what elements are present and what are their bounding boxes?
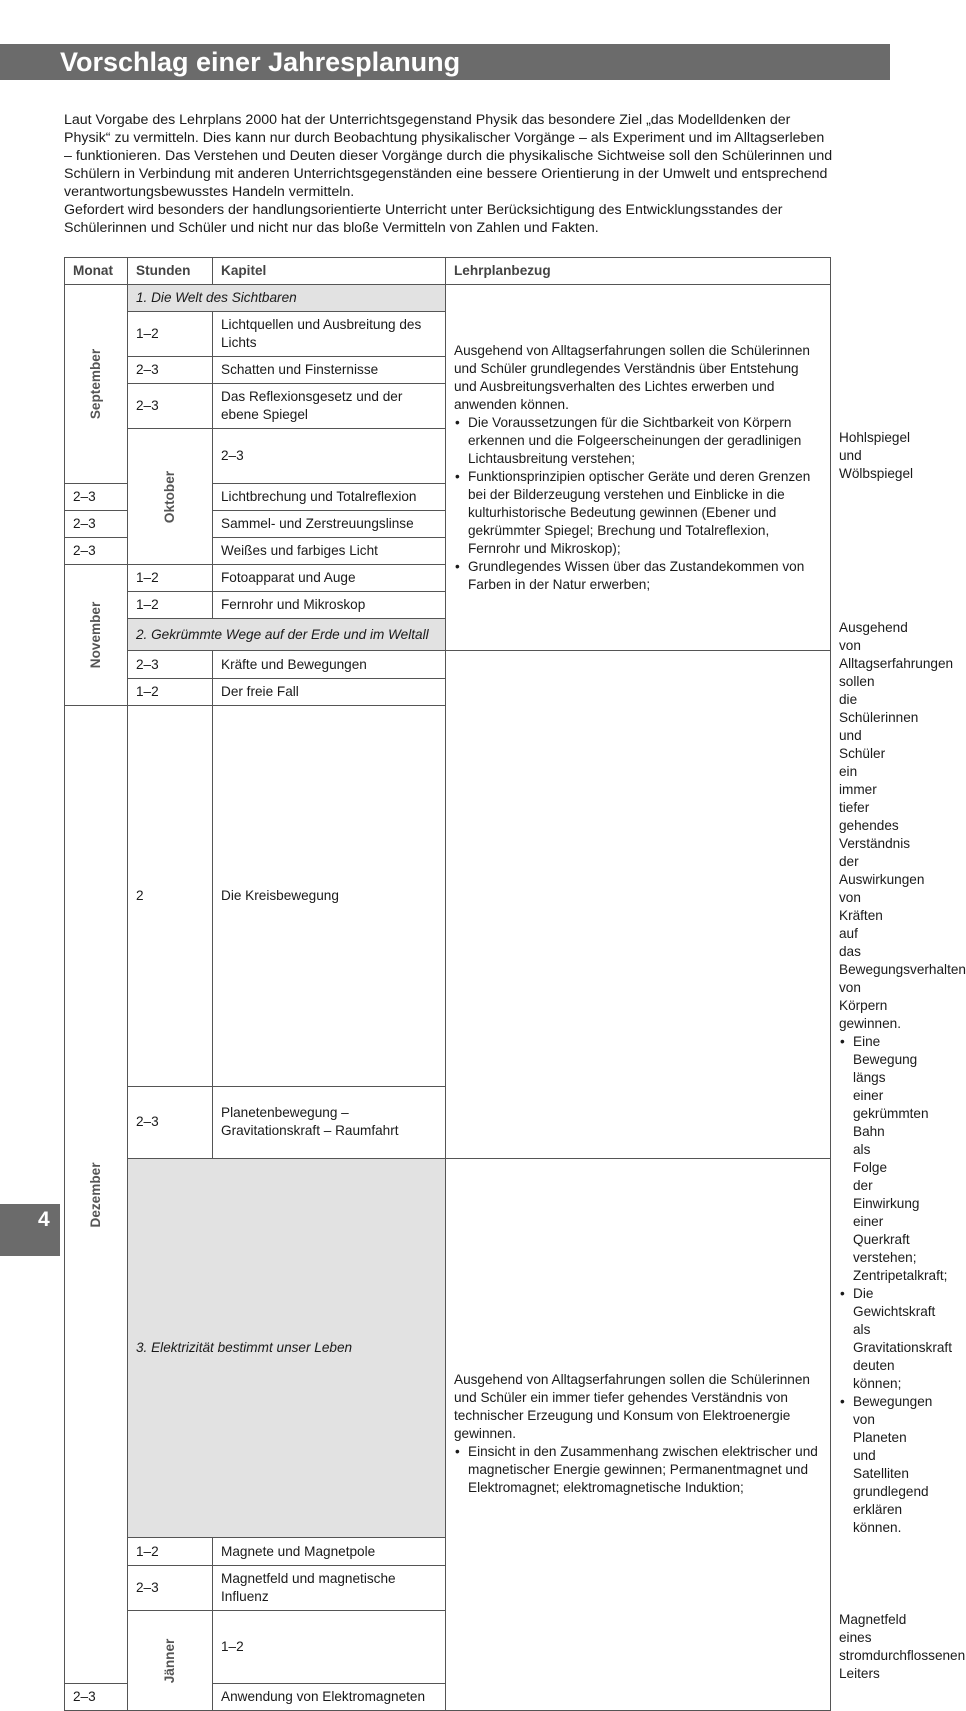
stunden-cell: 2–3 — [128, 651, 213, 679]
table-row — [65, 651, 831, 679]
stunden-cell: 1–2 — [128, 312, 213, 357]
table-row: Oktober 2–3 Hohlspiegel und Wölbspiegel — [65, 429, 831, 484]
title-bar — [0, 44, 890, 80]
lehrplan-cell — [446, 1158, 831, 1711]
section-title: 1. Die Welt des Sichtbaren — [128, 285, 446, 312]
stunden-cell: 2–3 — [65, 484, 128, 511]
stunden-cell: 1–2 — [128, 1538, 213, 1566]
kapitel-cell: Die Kreisbewegung — [213, 706, 446, 1087]
kapitel-cell: Lichtquellen und Ausbreitung des Lichts — [213, 312, 446, 357]
lehrplan-list — [454, 1443, 822, 1497]
header-stunden: Stunden — [128, 258, 213, 285]
kapitel-cell: Fernrohr und Mikroskop — [213, 592, 446, 619]
header-lehrplan: Lehrplanbezug — [446, 258, 831, 285]
stunden-cell: 2 — [128, 706, 213, 1087]
section-title: 3. Elektrizität bestimmt unser Leben — [128, 1158, 446, 1538]
kapitel-cell: Lichtbrechung und Totalreflexion — [213, 484, 446, 511]
stunden-cell: 2–3 — [128, 357, 213, 384]
table-row — [65, 679, 831, 706]
lehrplan-bullet: • Eine Bewegung längs einer gekrümmten Bahn als Folge der Einwirkung einer Querkraft verstehen; Zentripetalkraft; — [839, 1033, 853, 1285]
kapitel-cell: Sammel- und Zerstreuungslinse — [213, 511, 446, 538]
month-cell — [65, 285, 128, 484]
intro-paragraph-1: Laut Vorgabe des Lehrplans 2000 hat der Unterrichtsgegenstand Physik das besondere Ziel „das Modelldenken der Physik“ zu vermitteln. Dies kann nur durch Beobachtung physikalischer Vorgänge – als Experiment und im Alltagserleben – funktionieren. Das Verstehen und Deuten dieser Vorgänge durch die physikalische Sichtweise soll den Schülerinnen und Schülern in Verbindung mit anderen Unterrichtsgegenständen eine bessere Orientierung in der Umwelt und entsprechend verantwortungsbewusstes Handeln vermitteln. — [64, 112, 833, 200]
page-title: Vorschlag einer Jahresplanung — [60, 47, 461, 77]
month-label: Jänner — [162, 1638, 177, 1683]
kapitel-cell: Magnete und Magnetpole — [213, 1538, 446, 1566]
stunden-cell: 1–2 — [128, 565, 213, 592]
kapitel-cell: Der freie Fall — [213, 679, 446, 706]
page-number: 4 — [38, 1208, 50, 1231]
year-plan-table — [64, 257, 966, 1711]
month-label: Oktober — [162, 470, 177, 523]
kapitel-cell: Das Reflexionsgesetz und der ebene Spiegel — [213, 384, 446, 429]
month-cell — [128, 429, 213, 565]
lehrplan-bullet: • Die Voraussetzungen für die Sichtbarkeit von Körpern erkennen und die Folgeerscheinungen der geradlinigen Lichtausbreitung verstehen; — [454, 414, 822, 468]
table-row: Jänner 1–2 Magnetfeld eines stromdurchflossenen Leiters — [65, 1611, 831, 1684]
lehrplan-bullet: • Grundlegendes Wissen über das Zustandekommen von Farben in der Natur erwerben; — [454, 558, 822, 594]
kapitel-cell: Fotoapparat und Auge — [213, 565, 446, 592]
stunden-cell: 1–2 — [213, 1611, 446, 1684]
lehrplan-bullet: • Funktionsprinzipien optischer Geräte und deren Grenzen bei der Bilderzeugung verstehen und Einblicke in die kulturhistorische Bedeutung gewinnen (Ebener und gekrümmter Spiegel; Brechung und Totalreflexion, Fernrohr und Mikroskop); — [454, 468, 822, 558]
header-kapitel: Kapitel — [213, 258, 446, 285]
lehrplan-bullet: • Einsicht in den Zusammenhang zwischen elektrischer und magnetischer Energie gewinnen; Permanentmagnet und Elektromagnet; elektromagnetische Induktion; — [454, 1443, 822, 1497]
intro-paragraph-2: Gefordert wird besonders der handlungsorientierte Unterricht unter Berücksichtigung des Entwicklungsstandes der Schülerinnen und Schüler und nicht nur das bloße Vermitteln von Zahlen und Fakten. — [64, 202, 783, 236]
stunden-cell: 1–2 — [128, 679, 213, 706]
table-header-row — [65, 258, 831, 285]
stunden-cell: 2–3 — [65, 538, 128, 565]
lehrplan-bullet: • Bewegungen von Planeten und Satelliten grundlegend erklären können. — [839, 1393, 853, 1537]
stunden-cell: 2–3 — [65, 511, 128, 538]
lehrplan-intro: Ausgehend von Alltagserfahrungen sollen die Schülerinnen und Schüler grundlegendes Verständnis über Entstehung und Ausbreitungsverhalten des Lichtes erwerben und anwenden können. — [454, 342, 810, 412]
section-row — [65, 1158, 831, 1538]
lehrplan-cell — [446, 285, 831, 651]
lehrplan-list — [454, 414, 822, 594]
month-label: September — [88, 348, 103, 420]
table-row — [65, 706, 831, 1087]
stunden-cell: 2–3 — [128, 1566, 213, 1611]
stunden-cell: 2–3 — [213, 429, 446, 484]
page-number-box — [0, 1204, 60, 1256]
section-row — [65, 285, 831, 312]
kapitel-cell: Magnetfeld und magnetische Influenz — [213, 1566, 446, 1611]
section-row: 2. Gekrümmte Wege auf der Erde und im Weltall Ausgehend von Alltagserfahrungen sollen die Schülerinnen und Schüler ein immer tiefer gehendes Verständnis der Auswirkungen von Kräften auf das Bewegungsverhalten von Körpern gewinnen. • Eine Bewegung längs einer gekrümmten Bahn als Folge der Einwirkung einer Querkraft verstehen; Zentripetalkraft; • Die Gewichtskraft als Gravitationskraft deuten können; • Bewegungen von Planeten und Satelliten grundlegend erklären können. — [65, 619, 831, 651]
lehrplan-bullet: • Die Gewichtskraft als Gravitationskraft deuten können; — [839, 1285, 853, 1393]
stunden-cell: 2–3 — [128, 1086, 213, 1158]
month-label: Dezember — [88, 1162, 103, 1227]
kapitel-cell: Kräfte und Bewegungen — [213, 651, 446, 679]
stunden-cell: 2–3 — [128, 384, 213, 429]
stunden-cell: 1–2 — [128, 592, 213, 619]
month-label: November — [88, 601, 103, 669]
kapitel-cell: Planetenbewegung – Gravitationskraft – Raumfahrt — [213, 1086, 446, 1158]
month-cell — [65, 565, 128, 706]
table-row — [65, 1086, 831, 1158]
intro-text — [64, 111, 834, 237]
kapitel-cell: Schatten und Finsternisse — [213, 357, 446, 384]
month-cell — [65, 706, 128, 1684]
stunden-cell: 2–3 — [65, 1684, 128, 1711]
header-monat: Monat — [65, 258, 128, 285]
kapitel-cell: Anwendung von Elektromagneten — [213, 1684, 446, 1711]
kapitel-cell: Weißes und farbiges Licht — [213, 538, 446, 565]
section-title: 2. Gekrümmte Wege auf der Erde und im Weltall — [128, 619, 446, 651]
month-cell — [128, 1611, 213, 1711]
lehrplan-intro: Ausgehend von Alltagserfahrungen sollen die Schülerinnen und Schüler ein immer tiefer gehendes Verständnis von technischer Erzeugung und Konsum von Elektroenergie gewinnen. — [454, 1372, 810, 1442]
